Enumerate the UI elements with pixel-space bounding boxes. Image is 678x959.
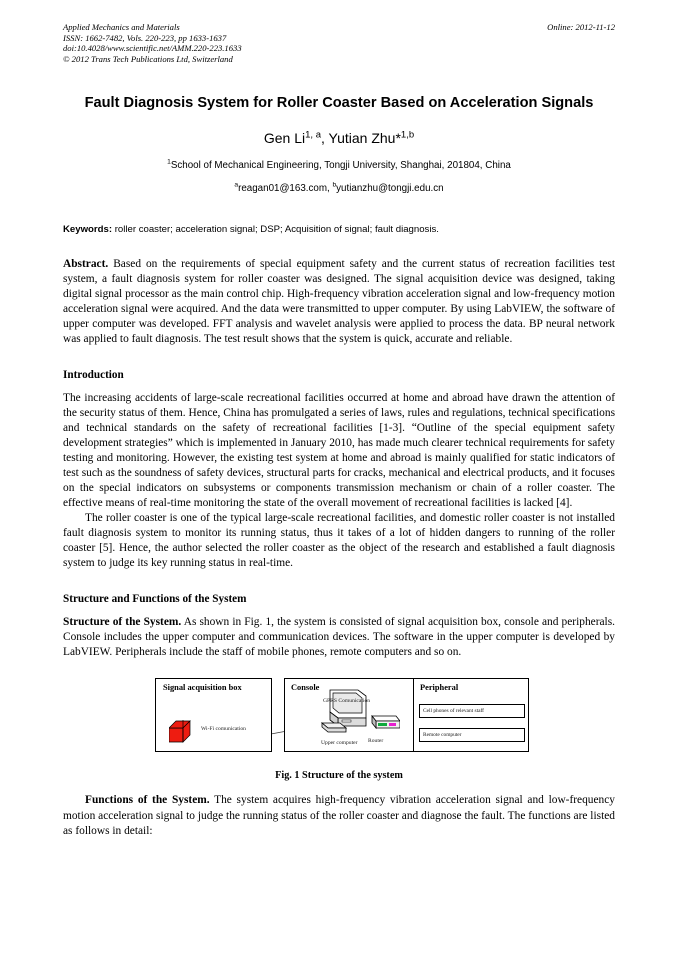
journal-issn: ISSN: 1662-7482, Vols. 220-223, pp 1633-1637 xyxy=(63,32,227,43)
figure-label-wifi: Wi-Fi comunication xyxy=(201,726,246,733)
affiliation-text: School of Mechanical Engineering, Tongji University, Shanghai, 201804, China xyxy=(170,159,511,171)
keywords-text: roller coaster; acceleration signal; DSP; Acquisition of signal; fault diagnosis. xyxy=(114,223,439,235)
peripheral-item-remote-computer: Remote computer xyxy=(419,728,525,742)
email-b-marker: b xyxy=(332,181,337,189)
abstract-paragraph xyxy=(63,257,615,347)
acquisition-device-icon xyxy=(169,720,195,744)
peripheral-item-cell-phones: Cell phones of relevant staff xyxy=(419,704,525,718)
journal-header-left xyxy=(63,22,463,64)
figure-box-peripheral-title: Peripheral xyxy=(420,683,459,693)
page-content xyxy=(63,22,615,839)
journal-header xyxy=(63,22,615,70)
router-icon xyxy=(366,714,400,736)
subheading-structure-of-the-system: Structure of the System. xyxy=(63,616,182,629)
keywords-line xyxy=(63,224,615,235)
network-router-icon xyxy=(366,714,400,736)
structure-of-the-system-text: As shown in Fig. 1, the system is consisted of signal acquisition box, console and peripherals. Console includes the upper computer and communication devices. The software in the upper computer is developed by LabVIEW. Peripherals include the staff of mobile phones, remote computers and so on. xyxy=(63,616,615,659)
author-line xyxy=(63,130,615,146)
abstract-label: Abstract. xyxy=(63,257,109,270)
author-one: Gen Li xyxy=(263,129,306,146)
figure-box-console-title: Console xyxy=(291,683,320,693)
page-title: Fault Diagnosis System for Roller Coaster Based on Acceleration Signals xyxy=(84,95,594,111)
abstract-text: Based on the requirements of special equipment safety and the current status of recreation facilities test system, a fault diagnosis system for roller coaster was designed. The signal acquisition device was designed, taking digital signal processor as the main control chip. High-frequency vibration acceleration signal and low-frequency motion acceleration signal were acquired. And the data were transmitted to upper computer. By using LabVIEW, the software of upper computer was developed. FFT analysis and wavelet analysis were applied to process the data. BP neural network was applied to fault diagnosis. The test result shows that the system is quick, accurate and reliable. xyxy=(63,257,615,345)
email-b: yutianzhu@tongji.edu.cn xyxy=(336,182,444,194)
author-separator: , Yutian Zhu* xyxy=(320,129,401,146)
author-one-affiliation-marker: 1, a xyxy=(305,128,321,140)
introduction-paragraph-1: The increasing accidents of large-scale recreational facilities occurred at home and abroad have drawn the attention of the security status of them. Hence, China has promulgated a series of laws, rules and regulations, technical specifications and technical standards on the safety of recreational facilities [1-3]. “Outline of the special equipment safety development strategies” which is implemented in January 2010, has made much clearer technical requirements for safety testing and monitoring. However, the existing test system at home and abroad is mainly qualified for static indicators of test such as the soundness of safety devices, structural parts for cracks, mechanical and electrical products, and it focuses on the special indicators on subsystems or components transmission mechanism or chain of a roller coaster. The effective means of real-time monitoring the state of the overall movement of recreational facilities is lacked [4]. xyxy=(63,391,615,510)
functions-of-the-system-text: The system acquires high-frequency vibration acceleration signal and low-frequency motion acceleration signal to judge the running status of the roller coaster and diagnose the fault. The functions are listed as follows in detail: xyxy=(63,794,616,837)
journal-doi: doi:10.4028/www.scientific.net/AMM.220-223.1633 xyxy=(63,43,242,54)
section-heading-introduction: Introduction xyxy=(63,368,124,381)
keywords-label: Keywords: xyxy=(63,223,113,235)
subheading-functions-of-the-system: Functions of the System. xyxy=(85,794,210,807)
figure-1-canvas xyxy=(155,676,529,754)
introduction-paragraph-2: The roller coaster is one of the typical large-scale recreational facilities, and domestic roller coaster is not installed fault diagnosis system to monitor its running status, thus it takes of a lot of hidden dangers to running of the roller coaster [5]. Hence, the author selected the roller coaster as the object of the research and established a fault diagnosis system to judge its key running status in real-time. xyxy=(63,512,615,570)
figure-label-router: Router xyxy=(368,738,384,745)
author-emails xyxy=(63,183,615,194)
figure-label-gprs: GPRS Comunication xyxy=(323,698,371,705)
journal-name: Applied Mechanics and Materials xyxy=(63,22,180,32)
online-date: Online: 2012-11-12 xyxy=(547,22,615,32)
figure-1-caption: Fig. 1 Structure of the system xyxy=(275,770,403,782)
red-cube-icon xyxy=(169,720,195,744)
figure-label-upper-computer: Upper computer xyxy=(321,740,358,747)
author-two-affiliation-marker: 1,b xyxy=(400,128,415,140)
figure-1 xyxy=(63,676,615,758)
affiliation xyxy=(63,160,615,171)
figure-box-signal-acquisition-title: Signal acquisition box xyxy=(163,683,242,693)
email-a: reagan01@163.com, xyxy=(238,182,333,194)
affiliation-marker: 1 xyxy=(167,158,171,166)
structure-of-the-system-paragraph xyxy=(63,615,615,660)
email-a-marker: a xyxy=(234,181,239,189)
functions-of-the-system-paragraph xyxy=(63,793,615,838)
journal-copyright: © 2012 Trans Tech Publications Ltd, Switzerland xyxy=(63,53,233,64)
section-heading-structure: Structure and Functions of the System xyxy=(63,593,247,606)
